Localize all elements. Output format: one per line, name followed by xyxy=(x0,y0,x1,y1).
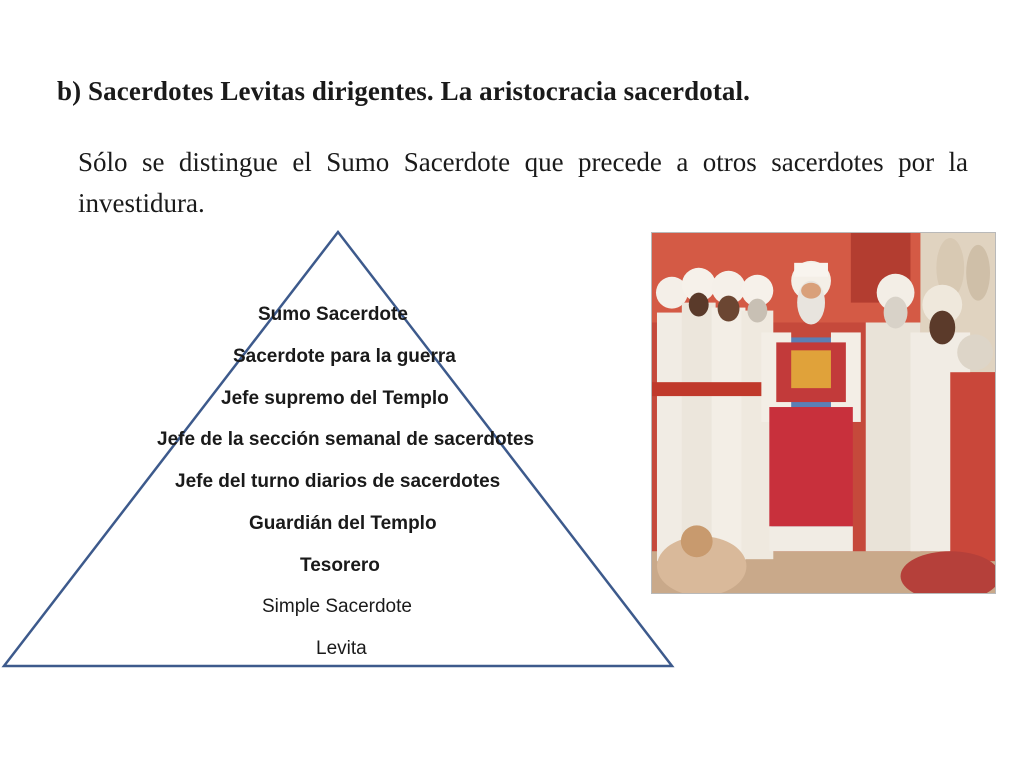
pyramid-level-guardian-templo: Guardián del Templo xyxy=(249,513,437,534)
pyramid-level-jefe-seccion-semanal: Jefe de la sección semanal de sacerdotes xyxy=(157,429,535,450)
pyramid-level-sacerdote-guerra: Sacerdote para la guerra xyxy=(233,346,456,367)
pyramid-level-simple-sacerdote: Simple Sacerdote xyxy=(262,596,412,617)
pyramid-level-sumo-sacerdote: Sumo Sacerdote xyxy=(258,304,408,325)
pyramid-level-tesorero: Tesorero xyxy=(300,555,380,576)
pyramid-level-jefe-turno-diario: Jefe del turno diarios de sacerdotes xyxy=(175,471,501,492)
slide-title: b) Sacerdotes Levitas dirigentes. La aristocracia sacerdotal. xyxy=(57,76,750,106)
pyramid-level-levita: Levita xyxy=(316,638,367,659)
pyramid-level-jefe-supremo-templo: Jefe supremo del Templo xyxy=(221,388,449,409)
slide-description: Sólo se distingue el Sumo Sacerdote que precede a otros sacerdotes por la investidura. xyxy=(78,147,968,218)
high-priest-illustration xyxy=(651,232,996,594)
